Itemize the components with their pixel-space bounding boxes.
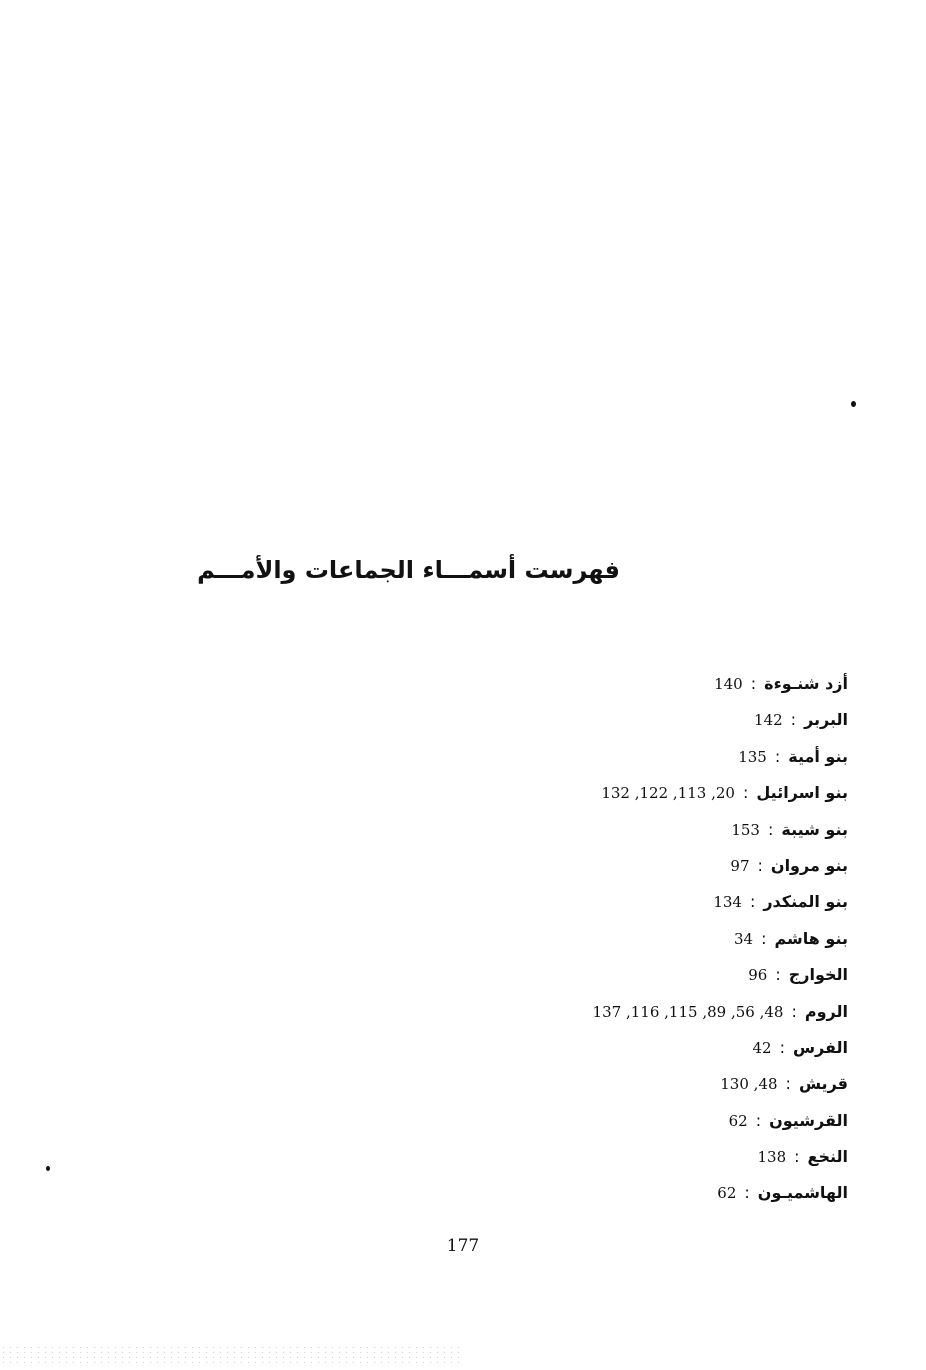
entry-name: أزد شنـوءة xyxy=(764,674,848,693)
entry-name: الروم xyxy=(804,1001,848,1021)
entry-name: بنو أمية xyxy=(788,746,848,766)
entry-pages: 153 xyxy=(731,820,760,839)
entry-separator: : xyxy=(755,1110,762,1130)
entry-pages: 48, 130 xyxy=(720,1075,778,1094)
entry-separator: : xyxy=(761,928,767,948)
entry-separator: : xyxy=(779,1037,785,1057)
entry-pages: 48, 56, 89, 115, 116, 137 xyxy=(592,1002,784,1021)
index-entry xyxy=(593,994,848,1030)
index-entry xyxy=(593,884,848,920)
stray-mark xyxy=(46,1166,50,1171)
entry-separator: : xyxy=(744,1183,750,1203)
entry-pages: 96 xyxy=(748,966,768,985)
entry-name: بنو شيبة xyxy=(781,819,848,839)
page-title: فهرست أسمـــاء الجماعات والأمـــم xyxy=(197,556,620,584)
entry-pages: 138 xyxy=(757,1148,787,1167)
entry-separator: : xyxy=(750,674,757,693)
entry-pages: 135 xyxy=(738,747,767,766)
index-entry xyxy=(593,848,848,884)
index-list xyxy=(593,666,848,1212)
scan-noise xyxy=(0,1345,460,1365)
index-entry xyxy=(593,812,848,848)
index-entry xyxy=(593,1030,848,1066)
entry-pages: 97 xyxy=(730,856,750,875)
entry-separator: : xyxy=(757,855,763,875)
index-entry xyxy=(593,1139,848,1175)
index-entry xyxy=(593,666,848,702)
entry-separator: : xyxy=(742,783,749,803)
index-entry xyxy=(593,1175,848,1211)
entry-separator: : xyxy=(794,1147,800,1167)
stray-mark xyxy=(851,401,856,407)
entry-name: النخع xyxy=(807,1147,848,1167)
entry-pages: 140 xyxy=(714,675,743,693)
entry-pages: 42 xyxy=(752,1038,772,1057)
entry-pages: 62 xyxy=(728,1111,748,1130)
index-entry xyxy=(593,702,848,738)
entry-name: قريش xyxy=(798,1074,848,1094)
entry-name: بنو مروان xyxy=(770,855,848,875)
index-entry xyxy=(593,1103,848,1139)
index-entry xyxy=(593,957,848,993)
entry-pages: 134 xyxy=(713,893,742,912)
entry-name: بنو اسرائيل xyxy=(756,783,848,803)
index-entry xyxy=(593,775,848,811)
entry-separator: : xyxy=(790,710,797,730)
entry-separator: : xyxy=(791,1001,797,1021)
entry-name: بنو المنكدر xyxy=(763,892,848,912)
entry-separator: : xyxy=(775,965,781,985)
entry-name: القرشيون xyxy=(769,1110,848,1130)
entry-pages: 142 xyxy=(754,711,783,730)
index-entry xyxy=(593,1066,848,1102)
entry-separator: : xyxy=(785,1074,791,1094)
index-entry xyxy=(593,921,848,957)
entry-separator: : xyxy=(749,892,756,912)
entry-pages: 62 xyxy=(717,1184,737,1203)
entry-name: الهاشميـون xyxy=(757,1183,848,1203)
entry-separator: : xyxy=(774,746,781,766)
page-number: 177 xyxy=(446,1236,480,1256)
entry-pages: 34 xyxy=(733,929,754,948)
entry-name: الفرس xyxy=(792,1037,848,1057)
entry-separator: : xyxy=(767,819,774,839)
entry-name: بنو هاشم xyxy=(774,928,848,948)
entry-pages: 20, 113, 122, 132 xyxy=(601,784,735,803)
index-entry xyxy=(593,739,848,775)
entry-name: البربر xyxy=(804,710,848,730)
entry-name: الخوارج xyxy=(788,965,848,985)
